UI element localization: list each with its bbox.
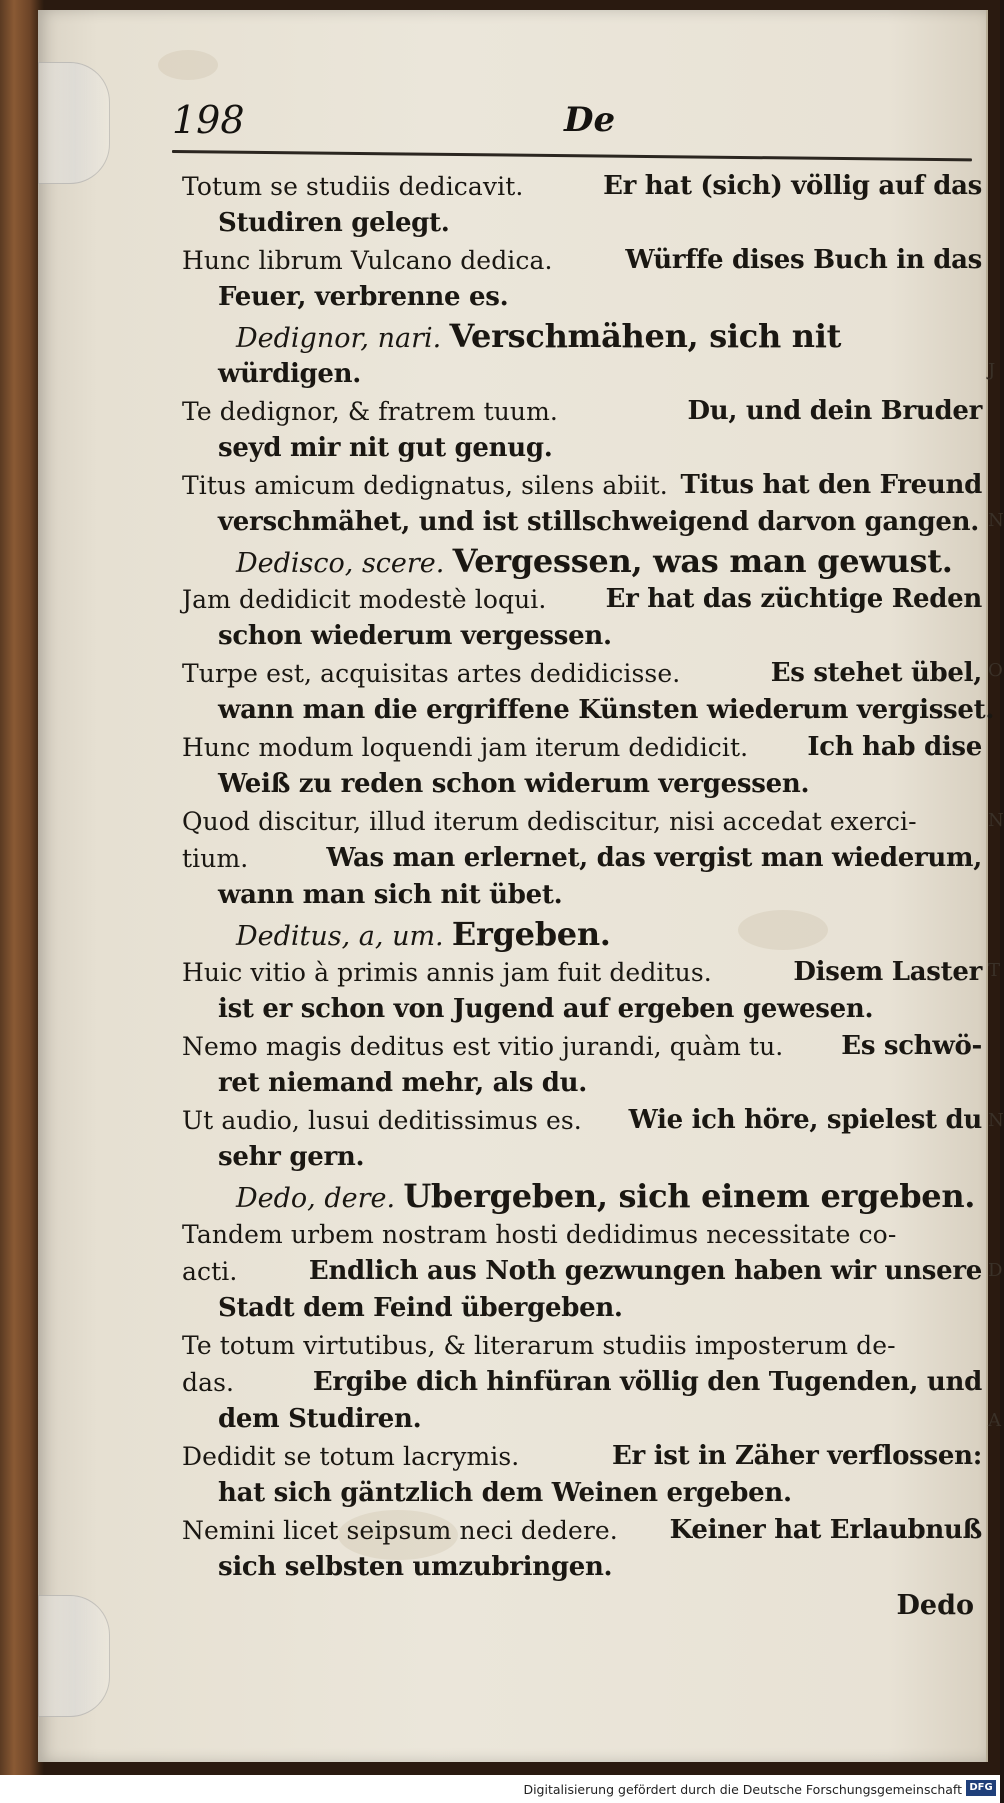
margin-letter: T bbox=[988, 960, 1001, 981]
text-line bbox=[182, 467, 982, 504]
german-text: Feuer, verbrenne es. bbox=[218, 282, 509, 312]
margin-letter: J bbox=[988, 360, 996, 381]
latin-text: das. bbox=[182, 1368, 235, 1397]
dfg-logo: DFG bbox=[966, 1780, 996, 1796]
latin-text: Nemo magis deditus est vitio jurandi, quàm tu. bbox=[182, 1032, 784, 1061]
german-text: schon wiederum vergessen. bbox=[218, 621, 612, 651]
latin-text: Dedidit se totum lacrymis. bbox=[182, 1442, 520, 1471]
text-line bbox=[182, 766, 982, 803]
german-text: Er ist in Zäher verflossen: bbox=[612, 1441, 982, 1471]
german-text: hat sich gäntzlich dem Weinen ergeben. bbox=[218, 1478, 792, 1508]
latin-text: Tandem urbem nostram hosti dedidimus necessitate co- bbox=[182, 1220, 897, 1249]
text-line bbox=[182, 430, 982, 467]
lemma-translation: Ergeben. bbox=[451, 915, 611, 953]
latin-text: Nemini licet seipsum neci dedere. bbox=[182, 1516, 618, 1545]
text-line bbox=[182, 1216, 982, 1253]
latin-text: Te dedignor, & fratrem tuum. bbox=[182, 397, 558, 426]
margin-letter: A bbox=[988, 1410, 1001, 1431]
text-line bbox=[182, 205, 982, 242]
german-text: Ich hab dise bbox=[807, 732, 982, 762]
lemma: Dedisco, scere. bbox=[236, 548, 445, 579]
german-text: Was man erlernet, das vergist man wiederum, bbox=[326, 843, 982, 873]
text-line bbox=[182, 316, 982, 356]
latin-text: Hunc librum Vulcano dedica. bbox=[182, 246, 553, 275]
text-line bbox=[182, 840, 982, 877]
text-line bbox=[182, 1253, 982, 1290]
german-text: Disem Laster bbox=[793, 957, 982, 987]
german-text: dem Studiren. bbox=[218, 1404, 422, 1434]
german-text: Stadt dem Feind übergeben. bbox=[218, 1293, 623, 1323]
latin-text: Te totum virtutibus, & literarum studiis imposterum de- bbox=[182, 1331, 896, 1360]
text-line bbox=[182, 504, 982, 541]
text-line bbox=[182, 1475, 982, 1512]
german-text: Titus hat den Freund bbox=[680, 470, 982, 500]
latin-text: tium. bbox=[182, 844, 249, 873]
german-text: Keiner hat Erlaubnuß bbox=[669, 1515, 982, 1545]
latin-text: Turpe est, acquisitas artes dedidicisse. bbox=[182, 659, 681, 688]
german-text: Endlich aus Noth gezwungen haben wir unsere bbox=[308, 1256, 982, 1286]
text-line bbox=[182, 914, 982, 954]
text-line bbox=[182, 356, 982, 393]
german-text: verschmähet, und ist stillschweigend darvon gangen. bbox=[218, 507, 979, 537]
text-line bbox=[182, 1065, 982, 1102]
page-clip-top bbox=[38, 62, 110, 184]
footer-bar bbox=[0, 1775, 1000, 1803]
page-clip-bottom bbox=[38, 1595, 110, 1717]
latin-text: Quod discitur, illud iterum dediscitur, nisi accedat exerci- bbox=[182, 807, 917, 836]
lemma: Deditus, a, um. bbox=[236, 921, 444, 952]
lemma-translation: Vergessen, was man gewust. bbox=[452, 542, 953, 580]
german-text: ret niemand mehr, als du. bbox=[218, 1068, 588, 1098]
german-text: Studiren gelegt. bbox=[218, 208, 450, 238]
margin-letter: N bbox=[988, 1110, 1004, 1131]
text-line bbox=[182, 692, 995, 729]
german-text: Es stehet übel, bbox=[770, 658, 982, 688]
german-text: Wie ich höre, spielest du bbox=[628, 1105, 982, 1135]
german-text: Es schwö- bbox=[841, 1031, 982, 1061]
text-line bbox=[182, 279, 982, 316]
text-line bbox=[182, 618, 982, 655]
page-number: 198 bbox=[172, 98, 245, 142]
german-text: seyd mir nit gut genug. bbox=[218, 433, 553, 463]
text-line bbox=[182, 1139, 982, 1176]
margin-letter: N bbox=[988, 510, 1004, 531]
latin-text: acti. bbox=[182, 1257, 238, 1286]
margin-letter: D bbox=[988, 1260, 1003, 1281]
lemma-translation: Verschmähen, sich nit bbox=[449, 317, 842, 355]
german-text: Würffe dises Buch in das bbox=[625, 245, 982, 275]
margin-letter: N bbox=[988, 810, 1004, 831]
text-line bbox=[182, 168, 982, 205]
text-line bbox=[182, 1028, 982, 1065]
dictionary-text bbox=[182, 168, 995, 1586]
text-line bbox=[182, 655, 982, 692]
text-line bbox=[182, 393, 982, 430]
latin-text: Titus amicum dedignatus, silens abiit. bbox=[182, 471, 668, 500]
text-line bbox=[182, 954, 982, 991]
german-text: Du, und dein Bruder bbox=[687, 396, 982, 426]
text-line bbox=[182, 803, 982, 840]
margin-letter: O bbox=[988, 660, 1003, 681]
text-line bbox=[182, 1176, 982, 1216]
text-line bbox=[182, 729, 982, 766]
lemma-translation: Ubergeben, sich einem ergeben. bbox=[403, 1177, 976, 1215]
text-line bbox=[182, 1290, 982, 1327]
page-header bbox=[172, 98, 972, 144]
text-line bbox=[182, 877, 982, 914]
german-text: wann man die ergriffene Künsten wiederum vergisset. bbox=[218, 695, 995, 725]
text-line bbox=[182, 1102, 982, 1139]
german-text: Er hat das züchtige Reden bbox=[605, 584, 982, 614]
german-text: ist er schon von Jugend auf ergeben gewesen. bbox=[218, 994, 874, 1024]
text-line bbox=[182, 1438, 982, 1475]
latin-text: Jam dedidicit modestè loqui. bbox=[182, 585, 547, 614]
footer-credit: Digitalisierung gefördert durch die Deutsche Forschungsgemeinschaft bbox=[523, 1782, 962, 1797]
text-line bbox=[182, 242, 982, 279]
latin-text: Hunc modum loquendi jam iterum dedidicit. bbox=[182, 733, 749, 762]
latin-text: Huic vitio à primis annis jam fuit deditus. bbox=[182, 958, 712, 987]
text-line bbox=[182, 991, 982, 1028]
german-text: Ergibe dich hinfüran völlig den Tugenden, und bbox=[312, 1367, 982, 1397]
text-line bbox=[182, 1401, 982, 1438]
text-line bbox=[182, 1512, 982, 1549]
margin-letters bbox=[988, 360, 1004, 1560]
german-text: sich selbsten umzubringen. bbox=[218, 1552, 613, 1582]
lemma: Dedo, dere. bbox=[236, 1183, 396, 1214]
lemma: Dedignor, nari. bbox=[236, 323, 442, 354]
text-line bbox=[182, 1549, 982, 1586]
latin-text: Totum se studiis dedicavit. bbox=[182, 172, 524, 201]
german-text: Er hat (sich) völlig auf das bbox=[603, 171, 982, 201]
text-line bbox=[182, 1327, 982, 1364]
german-text: wann man sich nit übet. bbox=[218, 880, 563, 910]
german-text: würdigen. bbox=[218, 359, 362, 389]
german-text: Weiß zu reden schon widerum vergessen. bbox=[218, 769, 810, 799]
text-line bbox=[182, 581, 982, 618]
german-text: sehr gern. bbox=[218, 1142, 365, 1172]
text-line bbox=[182, 541, 982, 581]
text-line bbox=[182, 1364, 982, 1401]
catchword: Dedo bbox=[896, 1590, 974, 1621]
latin-text: Ut audio, lusui deditissimus es. bbox=[182, 1106, 582, 1135]
running-head: De bbox=[564, 100, 616, 140]
